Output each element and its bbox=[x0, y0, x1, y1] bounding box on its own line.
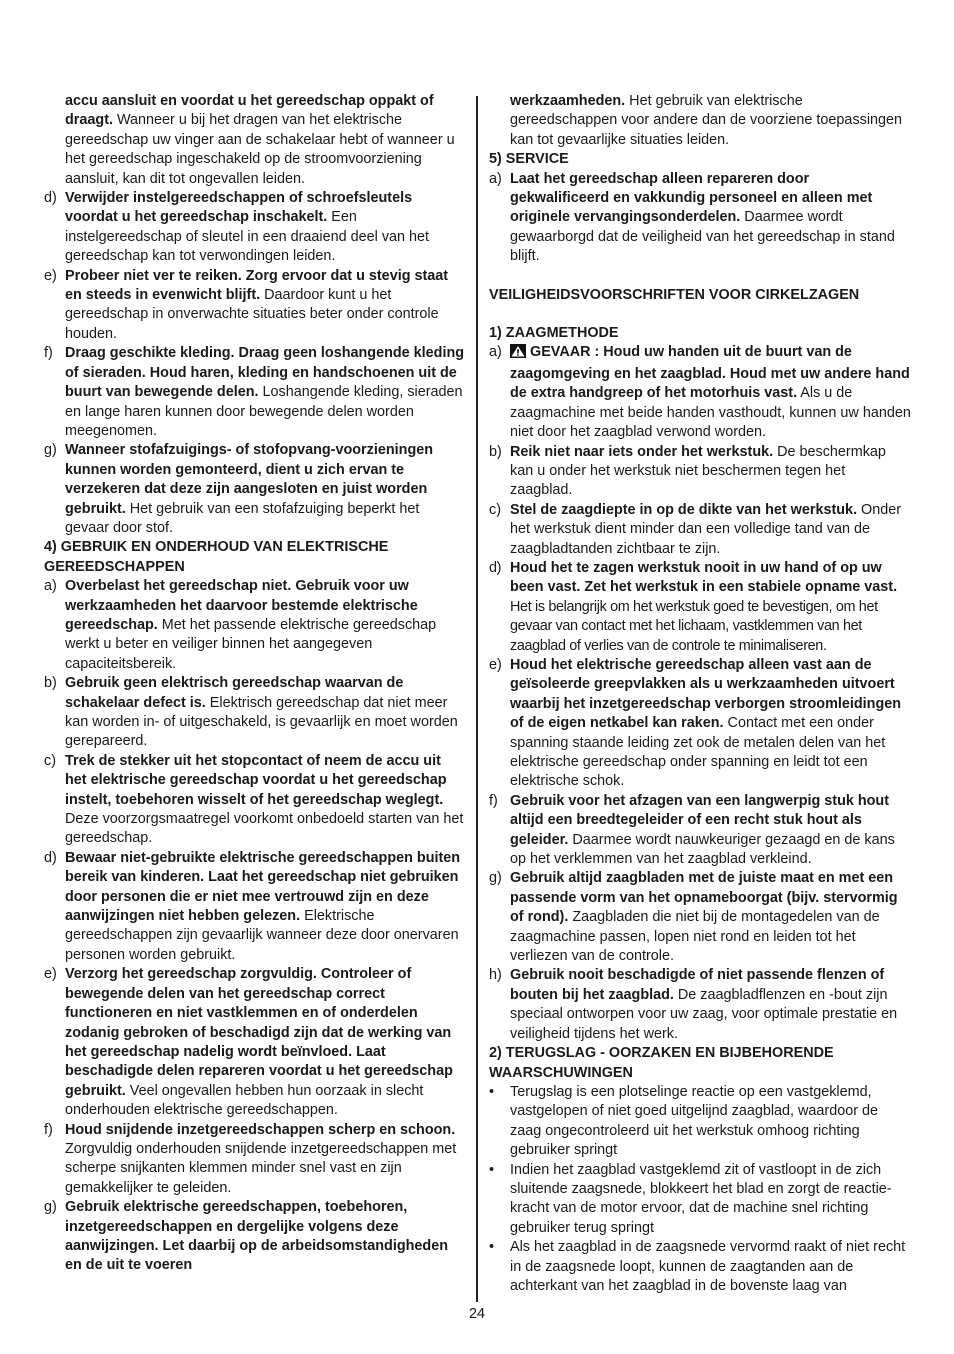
item-marker: c) bbox=[489, 501, 501, 518]
bullet-item bbox=[489, 1238, 911, 1296]
item-marker: g) bbox=[489, 870, 502, 887]
section-heading: 5) SERVICE bbox=[489, 151, 569, 168]
bold-text: Houd het elektrische gereedschap alleen vast aan de geïsoleerde greepvlakken als u werkzaamheden uitvoert waarbij het inzetgereedschap verborgen stroomleidingen of de eigen netkabel kan raken. bbox=[510, 656, 902, 732]
item-marker: c) bbox=[44, 752, 56, 769]
section-heading: 1) ZAAGMETHODE bbox=[489, 325, 619, 342]
bold-text: Draag geschikte kleding. Draag geen loshangende kleding of sieraden. Houd haren, kleding en handschoenen uit de buurt van bewegende delen. bbox=[65, 345, 465, 401]
body-text: Elektrisch gereedschap dat niet meer kan worden in- of uitgeschakeld, is gevaarlijk en moet worden gerepareerd. bbox=[65, 694, 458, 750]
body-text: Loshangende kleding, sieraden en lange haren kunnen door bewegende delen worden meegenomen. bbox=[65, 384, 463, 439]
bold-text: Gebruik voor het afzagen van een langwerpig stuk hout altijd een breedtegeleider of een recht stuk hout als geleider. bbox=[510, 792, 890, 848]
item-marker: f) bbox=[44, 1121, 53, 1138]
bold-text: accu aansluit en voordat u het gereedschap oppakt of draagt. bbox=[65, 93, 434, 129]
item-marker: f) bbox=[44, 345, 53, 362]
list-item bbox=[489, 559, 911, 656]
bold-text: Verzorg het gereedschap zorgvuldig. Controleer of bewegende delen van het gereedschap correct functioneren en niet vastklemmen en of onderdelen zodanig gebroken of beschadigd zijn dat de werking van het gereedschap nadelig wordt beïnvloed. Laat beschadigde delen repareren voordat u het gereedschap gebruikt. bbox=[65, 966, 453, 1099]
bold-text: Wanneer stofafzuigings- of stofopvang-voorzieningen kunnen worden gemonteerd, dient u zich ervan te verzekeren dat deze zijn aangesloten en juist worden gebruikt. bbox=[65, 442, 434, 517]
body-text: Met het passende elektrische gereedschap werkt u beter en veiliger binnen het aangegeven capaciteitsbereik. bbox=[65, 616, 437, 672]
continued-paragraph bbox=[489, 92, 911, 150]
list-item bbox=[489, 443, 911, 501]
bold-text: Gebruik elektrische gereedschappen, toebehoren, inzetgereedschappen en dergelijke volgens deze aanwijzingen. Let daarbij op de arbeidsomstandigheden en de uit te voeren bbox=[65, 1199, 449, 1274]
body-text: Veel ongevallen hebben hun oorzaak in slecht onderhouden elektrische gereedschappen. bbox=[65, 1082, 424, 1119]
item-marker: g) bbox=[44, 1199, 57, 1216]
safety-title: VEILIGHEIDSVOORSCHRIFTEN VOOR CIRKELZAGEN bbox=[489, 286, 860, 303]
left-column bbox=[44, 92, 466, 1276]
bold-text: Reik niet naar iets onder het werkstuk. bbox=[510, 443, 774, 460]
body-text: Zaagbladen die niet bij de montagedelen van de zaagmachine passen, lopen niet rond en leiden tot het verliezen van de controle. bbox=[510, 909, 880, 965]
bold-text: Houd het te zagen werkstuk nooit in uw hand of op uw been vast. Zet het werkstuk in een stabiele opname vast. bbox=[510, 559, 898, 596]
list-item bbox=[44, 189, 466, 267]
body-text: Daardoor kunt u het gereedschap in onverwachte situaties beter onder controle houden. bbox=[65, 287, 439, 342]
item-marker: g) bbox=[44, 442, 57, 459]
list-item bbox=[44, 441, 466, 538]
body-text: Het is belangrijk om het werkstuk goed te bevestigen, om het gevaar van contact met het lichaam, vastklemmen van het zaagblad of verlies van de controle te minimaliseren. bbox=[510, 598, 878, 654]
right-column bbox=[489, 92, 911, 1296]
bullet-marker: • bbox=[489, 1083, 495, 1100]
item-marker: b) bbox=[44, 675, 57, 692]
list-item bbox=[489, 501, 911, 559]
continued-paragraph bbox=[44, 92, 466, 189]
bullet-item bbox=[489, 1161, 911, 1239]
body-text: Onder het werkstuk dient minder dan een volledige tand van de zaagbladtanden zichtbaar te zijn. bbox=[510, 501, 902, 557]
body-text: Het gebruik van elektrische gereedschappen voor andere dan de voorziene toepassingen kan tot gevaarlijke situaties leiden. bbox=[510, 93, 903, 148]
list-item bbox=[44, 965, 466, 1120]
body-text: Indien het zaagblad vastgeklemd zit of vastloopt in de zich sluitende zaagsnede, blokkeert het blad en zorgt de reactie-kracht van de motor ervoor, dat de machine snel richting gebruiker terug springt bbox=[510, 1161, 892, 1236]
item-marker: f) bbox=[489, 792, 498, 809]
bold-text: Gebruik altijd zaagbladen met de juiste maat en met een passende vorm van het opnameboorgat (bijv. stervormig of rond). bbox=[510, 870, 898, 926]
section-heading: 2) TERUGSLAG - OORZAKEN EN BIJBEHORENDE WAARSCHUWINGEN bbox=[489, 1045, 834, 1081]
bold-text: Laat het gereedschap alleen repareren door gekwalificeerd en vakkundig personeel en alleen met originele vervangingsonderdelen. bbox=[510, 170, 873, 226]
item-marker: d) bbox=[489, 559, 502, 576]
body-text: Wanneer u bij het dragen van het elektrische gereedschap uw vinger aan de schakelaar hebt of wanneer u het gereedschap ingeschakeld op de stroomvoorziening aansluit, kan dit tot ongevallen leiden. bbox=[65, 112, 455, 187]
body-text: De zaagbladflenzen en -bout zijn speciaal ontworpen voor uw zaag, voor optimale prestatie en veiligheid tijdens het werk. bbox=[510, 986, 898, 1042]
body-text: Daarmee wordt nauwkeuriger gezaagd en de kans op het verklemmen van het zaagblad verkleind. bbox=[510, 831, 895, 868]
bullet-item bbox=[489, 1083, 911, 1161]
item-marker: e) bbox=[489, 656, 502, 673]
item-marker: a) bbox=[44, 578, 57, 595]
list-item bbox=[489, 170, 911, 267]
bold-text: Stel de zaagdiepte in op de dikte van het werkstuk. bbox=[510, 501, 858, 518]
bold-text: Bewaar niet-gebruikte elektrische gereedschappen buiten bereik van kinderen. Laat het gereedschap niet gebruiken door personen die er niet mee vertrouwd zijn en deze aanwijzingen niet hebben gelezen. bbox=[65, 849, 461, 925]
body-text: Als het zaagblad in de zaagsnede vervormd raakt of niet recht in de zaagsnede loopt, kunnen de zaagtanden aan de achterkant van het zaagblad in de bovenste laag van bbox=[510, 1239, 906, 1294]
list-item bbox=[44, 849, 466, 965]
body-text: De beschermkap kan u onder het werkstuk niet beschermen tegen het zaagblad. bbox=[510, 443, 886, 499]
list-item bbox=[44, 1121, 466, 1199]
bold-text: Overbelast het gereedschap niet. Gebruik voor uw werkzaamheden het daarvoor bestemde elektrische gereedschap. bbox=[65, 578, 418, 633]
item-marker: a) bbox=[489, 170, 502, 187]
bold-text: Gebruik geen elektrisch gereedschap waarvan de schakelaar defect is. bbox=[65, 675, 404, 711]
bold-text: GEVAAR : Houd uw handen uit de buurt van de zaagomgeving en het zaagblad. Houd met uw andere hand de extra handgreep of het motorhuis vast. bbox=[510, 344, 910, 402]
item-marker: e) bbox=[44, 267, 57, 284]
bold-text: Verwijder instelgereedschappen of schroefsleutels voordat u het gereedschap inschakelt. bbox=[65, 190, 413, 226]
page-number: 24 bbox=[468, 1306, 485, 1322]
list-item bbox=[489, 656, 911, 792]
list-item bbox=[489, 792, 911, 870]
list-item bbox=[44, 577, 466, 674]
bullet-marker: • bbox=[489, 1161, 495, 1178]
bold-text: Trek de stekker uit het stopcontact of neem de accu uit het elektrische gereedschap voordat u het gereedschap instelt, toebehoren wisselt of het gereedschap weglegt. bbox=[65, 752, 447, 808]
body-text: Een instelgereedschap of sleutel in een draaiend deel van het gereedschap kan tot verwondingen leiden. bbox=[65, 209, 430, 265]
list-item bbox=[44, 1198, 466, 1276]
body-text: Deze voorzorgsmaatregel voorkomt onbedoeld starten van het gereedschap. bbox=[65, 811, 464, 847]
item-marker: e) bbox=[44, 966, 57, 983]
item-marker: d) bbox=[44, 849, 57, 866]
body-text: Contact met een onder spanning staande leiding zet ook de metalen delen van het elektrische gereedschap onder spanning en leidt tot een elektrische schok. bbox=[510, 715, 886, 790]
bold-text: Probeer niet ver te reiken. Zorg ervoor dat u stevig staat en steeds in evenwicht blijft. bbox=[65, 267, 449, 304]
bold-text: Houd snijdende inzetgereedschappen scherp en schoon. bbox=[65, 1121, 456, 1138]
list-item bbox=[489, 966, 911, 1044]
section-heading: 4) GEBRUIK EN ONDERHOUD VAN ELEKTRISCHE GEREEDSCHAPPEN bbox=[44, 539, 389, 575]
body-text: Daarmee wordt gewaarborgd dat de veiligheid van het gereedschap in stand blijft. bbox=[510, 209, 895, 265]
body-text: Zorgvuldig onderhouden snijdende inzetgereedschappen met scherpe snijkanten klemmen minder snel vast en zijn gemakkelijker te geleiden. bbox=[65, 1140, 457, 1196]
list-item bbox=[44, 267, 466, 345]
list-item bbox=[44, 674, 466, 752]
body-text: Terugslag is een plotselinge reactie op een vastgeklemd, vastgelopen of niet goed uitgelijnd zaagblad, waardoor de zaag ongecontroleerd uit het werkstuk omhoog richting gebruiker springt bbox=[510, 1083, 879, 1159]
bullet-marker: • bbox=[489, 1239, 495, 1256]
warning-triangle-icon bbox=[510, 344, 526, 364]
list-item bbox=[44, 344, 466, 441]
item-marker: b) bbox=[489, 443, 502, 460]
list-item bbox=[489, 343, 911, 442]
body-text: Het gebruik van een stofafzuiging beperkt het gevaar door stof. bbox=[65, 500, 420, 536]
list-item bbox=[44, 752, 466, 849]
item-marker: h) bbox=[489, 967, 502, 984]
body-text: Als u de zaagmachine met beide handen vasthoudt, kunnen uw handen niet door het zaagblad verwond worden. bbox=[510, 385, 911, 441]
list-item bbox=[489, 869, 911, 966]
body-text: Elektrische gereedschappen zijn gevaarlijk wanneer deze door onervaren personen worden gebruikt. bbox=[65, 908, 459, 963]
item-marker: d) bbox=[44, 190, 57, 207]
bold-text: werkzaamheden. bbox=[510, 93, 626, 109]
bold-text: Gebruik nooit beschadigde of niet passende flenzen of bouten bij het zaagblad. bbox=[510, 967, 885, 1003]
column-divider bbox=[476, 96, 478, 1302]
item-marker: a) bbox=[489, 344, 502, 361]
